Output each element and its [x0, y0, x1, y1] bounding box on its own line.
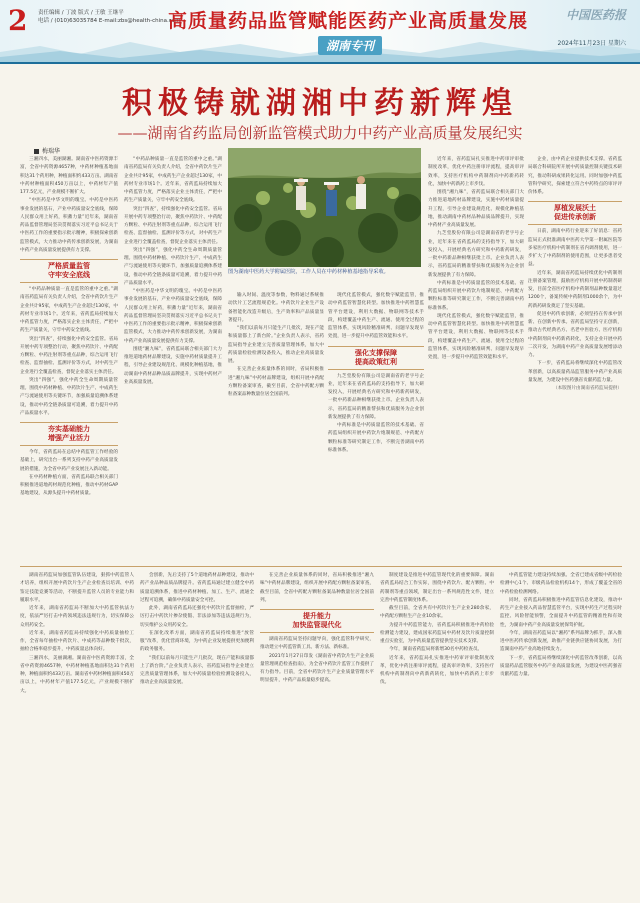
photo-caption: 图为湖南中医药大学附属医院，工作人员在中药材种植基地指导采收。: [228, 269, 389, 275]
paragraph: “我们以前每月只能生产几批次，现在产能和质量都上了新台阶。”企业负责人表示，省药监局指导企业建立完善质量管理体系，加大中药质量检验检测设备投入，推动企业高质量发展。: [228, 326, 324, 364]
page-number: 2: [8, 4, 28, 37]
paragraph: 在深化改革方面，湖南省药监局持续推进“放管服”改革，优化营商环境，为中药企业发展提供更加便利的政务服务。: [140, 630, 254, 653]
photo-credit: （本版图片由湖南省药监局提供）: [553, 386, 622, 391]
column-5: [428, 156, 524, 564]
paragraph: “中医药是中华文明的瑰宝。中药是中医药事业发展的基石，产业中药质量安全底线，保障人民群众用上好药，积蓄力量”近年来，湖南省药品监督管理局坚决贯彻落实习近平总书记关于中医药工作的重要指示批示精神，积极探索创新监管模式，大力推动中药传承创新发展，为湖南中药产业高质量发展提供有力支撑。: [20, 198, 118, 253]
lower-column-2: [140, 572, 254, 896]
paragraph: 在完善企业质量体系的同时，省局积极推进“湘九味”中药材品牌建设，组织开展中药配方颗粒备案审查，截至目前，全省中药配方颗粒备案品种数量位居全国前列。: [260, 573, 374, 603]
article-headline: 积极铸就湖湘中药新辉煌: [122, 86, 518, 121]
paragraph: “中医药是中华文明的瑰宝。中药是中医药事业发展的基石，产业中药质量安全底线，保障人民群众用上好药，积蓄力量”近年来，湖南省药品监督管理局坚决贯彻落实习近平总书记关于中医药工作的重要指示批示精神，积极探索创新监管模式，大力推动中药传承创新发展，为湖南中药产业高质量发展提供有力支撑。: [124, 289, 222, 344]
section-heading-text: 厚植发展沃土 促进传承创新: [554, 204, 596, 222]
paragraph: 促进中药传承创新，必须坚持在传承中创新、在创新中传承。省药监局坚持守正创新，推动古代经典名方、名老中医验方、医疗机构中药制剂向中药新药转化，支持企业开展中药二次开发，为湖南中药产业高质量发展增添动力。: [528, 311, 622, 358]
header-rule: [0, 62, 640, 64]
lower-column-1: [20, 572, 134, 896]
editor-line: 责任编辑 / 丁波 版式 / 王敏 王继平: [38, 10, 124, 16]
paragraph: 同时，省药监局积极推进中药监管信息化建设，推动中药生产企业接入药品智慧监管平台，实现中药生产过程实时监控、风险智能预警，全面提升中药监管的精准性和有效性，为湖南中药产业高质量发展保驾护航。: [500, 597, 622, 628]
paragraph: 会创新，先后支持了5个道地药材品种建设，推动中药产业品种品质品牌提升。省药监局通过建立健全中药质量追溯体系，推进中药材种植、加工、生产、流通全过程可追溯，确保中药质量安全可控。: [140, 573, 254, 603]
lower-column-3: [260, 572, 374, 896]
paragraph: 现代化监管模式，强化数字赋能监管，推动中药监管智慧化转型。加快推进中药智慧监管平台建设，利用大数据、物联网等技术手段，构建覆盖中药生产、流通、使用全过程的监管体系，实现风险精准研判、问题早发现早处置，进一步提升中药监管效能和水平。: [428, 313, 524, 360]
paragraph: “中药品种质量一直是监管的重中之重。”湖南省药监局有关负责人介绍，全省中药饮片生产企业共计95家，中成药生产企业超过130家，中药材专业市场1个。近年来，省药监局持续加大中药监管力度，严格落实企业主体责任，严把中药生产质量关，守牢中药安全底线。: [20, 287, 118, 334]
paragraph: 企业，由中药企业提供技术支撑。省药监局联合科研院所开展中药质量控制关键技术研究，推动科研成果转化运用。同时加强中药监管科学研究，探索建立符合中药特点的审评评价体系。: [528, 157, 622, 195]
byline: [34, 146, 60, 155]
paragraph: 九芝堂股份有限公司是湖南省的老字号企业，近年来在省药监局的支持指导下，加大研发投入，开展经典名方研究和中药新药研发，一批中药新品种相继获批上市。企业负责人表示，省药监局的精准帮扶和优质服务为企业创新发展提供了有力保障。: [428, 231, 524, 278]
article-photo: [228, 148, 421, 267]
section-heading: [528, 201, 622, 225]
paragraph: 近年来，湖南省药监局持续优化中药制剂注册备案管理，鼓励医疗机构开展中药制剂研发，目前全省医疗机构中药制剂品种数量超过1200个，备案传统中药制剂1000余个，为中药新药研发奠定了坚实基础。: [528, 270, 622, 309]
paragraph: “我们以前每月只能生产几批次，现在产能和质量都上了新台阶。”企业负责人表示，省药监局指导企业建立完善质量管理体系，加大中药质量检验检测设备投入，推动企业高质量发展。: [140, 655, 254, 686]
paragraph: 九芝堂股份有限公司是湖南省的老字号企业，近年来在省药监局的支持指导下，加大研发投入，开展经典名方研究和中药新药研发，一批中药新品种相继获批上市。企业负责人表示，省药监局的精准帮扶和优质服务为企业创新发展提供了有力保障。: [328, 373, 424, 420]
paragraph: 在完善企业质量体系的同时，省局积极推进“湘九味”中药材品牌建设，组织开展中药配方颗粒备案审查，截至目前，全省中药配方颗粒备案品种数量位居全国前列。: [228, 367, 324, 397]
section-heading-text: 强化支撑保障 提高政策红利: [355, 348, 397, 366]
paragraph: 近年来，湖南省药监局不断加大中药监管执法力度，依法严厉打击中药领域违法违规行为，切实保障公众用药安全。: [20, 606, 134, 628]
paragraph: 三湘四水，美丽湖湘。湖南省中医药资源丰富，全省中药资源4657种，中药材种植基地面积达31个药用种，种植面积约433万亩。湖南省中药材种植面积450万亩以上，中药材年产值177.5亿元，产业规模不断扩大。: [20, 655, 134, 694]
paragraph: 制度建设是推进中药监管现代化的重要保障。湖南省药监局结合工作实际，围绕中药饮片、配方颗粒、中药制剂等重点领域，制定出台一系列规范性文件，建立完善中药监管制度体系。: [380, 573, 494, 603]
section-heading: [20, 259, 118, 283]
column-2: [124, 156, 222, 564]
lower-column-5: [500, 572, 622, 896]
paragraph: 围绕“湘九味”，省药监局联合相关部门大力推进道地药材品牌建设，实施中药材质量提升工程，引导企业建设规范化、规模化种植基地，推动湖南中药材品种品质品牌提升，实现中药材产业高质量发展。: [428, 190, 524, 228]
section-heading-text: 夯实基础能力 增强产业活力: [48, 425, 90, 442]
paragraph: 中药标准是中药质量监管的技术基础。省药监局组织开展中药饮片炮制规范、中药配方颗粒标准等研究制定工作，不断完善湖南中药标准体系。: [328, 423, 424, 453]
page-header: [0, 0, 640, 62]
paragraph: 输入时间、温度等参数，物料通过系统推动饮片工艺流程规范化。中药饮片企业生产设备智能化改造升级后，生产效率和产品质量显著提升。: [228, 293, 324, 323]
paragraph: 为提升中药监管能力，省药监局积极推进中药检验检测能力建设，建成国家药监局中药材及饮片质量控制重点实验室，为中药质量监管提供坚实技术支撑。: [380, 622, 494, 644]
paragraph: 突出“四强”，强化中药全生命周期质量管理。围绕中药材种植、中药饮片生产、中成药生产与流通使用等关键环节，加强质量追溯体系建设，推动中药全链条质量可追溯，着力提升中药产品质量水平。: [124, 247, 222, 286]
column-1: [20, 156, 118, 564]
paragraph: 下一步，省药监局将继续深化中药监管改革创新，以高质量药品监管服务中药产业高质量发展，为建设中医药强省贡献药监力量。: [500, 655, 622, 677]
paragraph: 突出“四强”，强化中药全生命周期质量管理。围绕中药材种植、中药饮片生产、中成药生产与流通使用等关键环节，加强质量追溯体系建设，推动中药全链条质量可追溯，着力提升中药产品质量水平。: [20, 377, 118, 416]
byline-square-icon: [34, 149, 39, 154]
article-subheadline: ——湖南省药监局创新监管模式助力中药产业高质量发展纪实: [117, 124, 523, 142]
paragraph: 现代化监管模式，强化数字赋能监管，推动中药监管智慧化转型。加快推进中药智慧监管平台建设，利用大数据、物联网等技术手段，构建覆盖中药生产、流通、使用全过程的监管体系，实现风险精准研判、问题早发现早处置，进一步提升中药监管效能和水平。: [328, 293, 424, 340]
lower-section-rule: [20, 566, 622, 567]
paragraph: 突出“四查”，持续强化中药安全监管。省局开展中药专项整治行动，聚焦中药饮片、中药配方颗粒、中药注射剂等重点品种，综合运用飞行检查、监督抽检、监测评价等方式，对中药生产企业进行全覆盖检查，督促企业落实主体责任。: [124, 206, 222, 245]
special-edition-label: 湖南专刊: [318, 36, 382, 55]
paragraph: 湖南省药监局加强监管队伍建设，狠抓中药监管人才培养，组织开展中药饮片生产企业检查员培训、中药鉴定技能竞赛等活动，不断提升监管人员的专业能力和履职水平。: [20, 573, 134, 603]
paragraph: 2021年1月27日印发《湖南省中药饮片生产企业质量管理规范检查指南》，为全省中药饮片监管工作提供了有力指导。目前，全省中药饮片生产企业质量管理水平明显提升，中药产品质量稳步提高。: [260, 653, 374, 684]
lower-column-4: [380, 572, 494, 896]
paragraph: 中药监管能力建设持续加强。全省已建成省级中药检验检测中心1个、市级药品检验机构14个，形成了覆盖全省的中药检验检测网络。: [500, 573, 622, 595]
paragraph: 三湘四水，美丽湖湘。湖南省中医药资源丰富，全省中药资源4657种，中药材种植基地面积达31个药用种，种植面积约433万亩。湖南省中药材种植面积450万亩以上，中药材年产值177.5亿元，产业规模不断扩大。: [20, 157, 118, 195]
paragraph: 近年来，省药监局扎实推进中药审评审批制度改革，优化中药注册审评流程，提高审评效率，支持医疗机构中药制剂向中药新药转化，加快中药新药上市步伐。: [428, 157, 524, 187]
contact-line: 电话 / (010)63035784 E-mail:zbs@health-china.com: [38, 18, 181, 24]
paragraph: 中药标准是中药质量监管的技术基础。省药监局组织开展中药饮片炮制规范、中药配方颗粒标准等研究制定工作，不断完善湖南中药标准体系。: [428, 280, 524, 311]
paragraph: 在中药材种植方面，省药监局联合相关部门积极推进道地药材规范化种植，推动中药材GAP基地建设，从源头提升中药材质量。: [20, 474, 118, 497]
section-heading: [20, 422, 118, 446]
paragraph: 下一步，省药监局将继续深化中药监管改革创新，以高质量药品监管服务中药产业高质量发展，为建设中医药强省贡献药监力量。: [528, 361, 622, 383]
column-4: [328, 292, 424, 564]
paragraph: 日前，湖南中药行业迎来了好消息：省药监局正式批准湖南中医药大学第一附属医院等多家医疗机构中药制剂在省内调剂使用，进一步扩大了中药制剂的使用范围，让更多患者受益。: [528, 229, 622, 268]
paragraph: 截至目前，全省共有中药饮片生产企业280余家，中药配方颗粒生产企业10余家。: [380, 606, 494, 620]
paragraph: “中药品种质量一直是监管的重中之重。”湖南省药监局有关负责人介绍，全省中药饮片生产企业共计95家，中成药生产企业超过130家，中药材专业市场1个。近年来，省药监局持续加大中药监管力度，严格落实企业主体责任，严把中药生产质量关，守牢中药安全底线。: [124, 157, 222, 204]
paragraph: 突出“四查”，持续强化中药安全监管。省局开展中药专项整治行动，聚焦中药饮片、中药配方颗粒、中药注射剂等重点品种，综合运用飞行检查、监督抽检、监测评价等方式，对中药生产企业进行全覆盖检查，督促企业落实主体责任。: [20, 336, 118, 375]
paragraph: 近年来，湖南省药监局持续强化中药质量抽检工作，全省每年抽检中药饮片、中成药等品种数千批次，抽检合格率稳步提升，中药质量总体向好。: [20, 630, 134, 653]
section-heading: [328, 346, 424, 370]
column-6: [528, 156, 622, 564]
paragraph: 今年，省药监局在总结中药监管工作经验的基础上，研究出台一系列支持中药产业高质量发展的措施，为全省中药产业发展注入新动能。: [20, 450, 118, 472]
section-banner-title: 高质量药品监管赋能医药产业高质量发展: [168, 10, 529, 32]
issue-date: 2024年11月23日 星期六: [557, 40, 626, 47]
paragraph: 此外，湖南省药监局还强化中药饮片监督抽检，严厉打击中药饮片掺杂使假、非法添加等违法违规行为，切实维护公众用药安全。: [140, 606, 254, 628]
section-heading-text: 严格质量监管 守牢安全底线: [48, 262, 90, 279]
section-heading-text: 提升能力 加快监管现代化: [292, 612, 342, 629]
newspaper-logo: 中国医药报: [565, 8, 626, 22]
paragraph: 近年来，省药监局扎实推进中药审评审批制度改革，优化中药注册审评流程，提高审评效率，支持医疗机构中药制剂向中药新药转化，加快中药新药上市步伐。: [380, 655, 494, 686]
paragraph: 湖南省药监局坚持问题导向，强化监管科学研究，推动建立中药监管新工具、新方法、新标准。: [260, 637, 374, 651]
section-heading: [260, 609, 374, 633]
author-name: 梅瑞华: [42, 148, 61, 155]
column-3: [228, 292, 324, 564]
paragraph: 今年，湖南省药监局将新增30名中药检查员。: [389, 647, 483, 653]
paragraph: 围绕“湘九味”，省药监局联合相关部门大力推进道地药材品牌建设，实施中药材质量提升工程，引导企业建设规范化、规模化种植基地，推动湖南中药材品种品质品牌提升，实现中药材产业高质量发展。: [124, 346, 222, 385]
paragraph: 今年，湖南省药监局以“湘药”系列品牌为抓手，深入推进中医药传承创新发展，助推产业链供应链协同发展，为打造湖南中药产业高地持续发力。: [500, 630, 622, 653]
editor-info: [38, 9, 181, 25]
